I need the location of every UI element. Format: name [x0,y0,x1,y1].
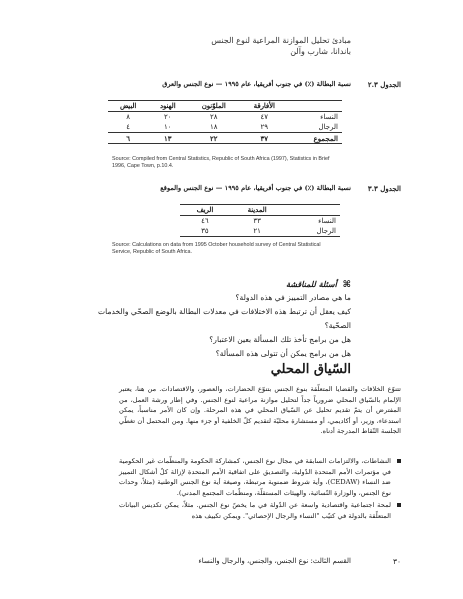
bullet-list [119,456,401,524]
table2-caption: نسبة البطالة (٪) في جنوب أفريقيا، عام ١٩٩٥ — نوع الجنس والموقع [160,184,351,192]
table-cell: ٢٨ [209,113,218,121]
page-number: ٣٠ [392,557,401,566]
list-item-text: النشاطات، والالتزامات السابقة في مجال نوع الجنس، كمشاركة الحكومة والمنظّمات غير الحكومية في مؤتمرات الأمم المتحدة الدّولية، والتصديق على اتفاقية الأمم المتحدة لإزالة كلّ أشكال التمييز ضد النساء (CEDAW)، وأية شروط ضمنوية مرتبطة، وصيغة أية نوع الجنس الوطنية (مثلاً، وحدات نوع الجنس، والوزارة النّسائية، والهيئات المستقلّة، ومنظّمات المجتمع المدني). [119,457,391,497]
list-item-text: لمحة اجتماعية واقتصادية واسعة عن الدّولة في ما يخصّ نوع الجنس. مثلاً، يمكن تكديس البيانات المتعلّقة بالدولة في كتيّب "النساء والرجال الإحصائي". ويمكن تكييف هذه [119,501,391,520]
body-paragraph: تتنوّع الخلافات والقضايا المتعلّقة بنوع الجنس بتنوّع الحضارات، والعصور، والاقتصادات. من هنا، يعتبر الإلمام بالسّياق المحلي ضرورياً جداً لتحليل موازنة مراعية لنوع الجنس. وفي إطار ورشة العمل، من المفترض أن يتمّ تقديم تحليل عن السّياق المحلي في هذه المرحلة. وإن كان الأمر مناسباً، يمكن استدعاء، وزير، أو أكاديمي، أو مستشارة محليّة لتقديم كلّ الخلفية أو جزء منها. ومن المحتمل أن تغطّي الجلسة النّقاط المدرجة أدناه. [119,385,401,436]
table-row [180,216,340,227]
table1-header-cell: الهنود [148,101,187,112]
table-cell: ٢٢ [187,133,240,144]
table-cell: ٢٠ [164,113,172,121]
row-label: الرجال [318,123,338,131]
row-label: النساء [318,217,336,225]
square-bullet-icon [397,459,401,463]
table2-header-cell [284,205,340,216]
row-label: النساء [320,113,338,121]
table-cell: ٣٧ [240,133,288,144]
table1 [108,100,342,144]
table1-header-row [108,101,342,112]
table-row [108,112,342,123]
table2-source: Source: Calculations on data from 1995 October household survey of Central Statistical Service, Republic of South Africa. [112,242,321,255]
table-cell: ٤ [126,123,131,131]
table1-number: الجدول ٢.٣ [367,80,401,89]
table-cell: ٤٦ [201,217,209,225]
section-title: السّياق المحلي [270,362,351,377]
table-cell: ٣٥ [180,226,230,237]
table1-source: Source: Compiled from Central Statistics, Republic of South Africa (1997), Statistics in Brief 1996, Cape Town, p.10.4. [112,156,330,169]
table2 [180,204,340,237]
discussion-question: ما هي مصادر التمييز في هذه الدولة؟ [235,293,351,302]
table-cell: ٢٩ [260,123,269,131]
table1-header-cell: الملوّنون [187,101,240,112]
table-cell: ٢١ [230,226,285,237]
table-cell: ٤٧ [260,113,269,121]
table-cell: ١٠ [164,123,172,131]
discussion-box [71,278,351,361]
list-item [119,456,401,498]
row-label: المجموع [288,133,342,144]
discussion-title: أسئلة للمناقشة [285,279,337,289]
table2-header-cell: المدينة [230,205,285,216]
running-head-authors: باندانا، شارب وآلن [290,46,351,56]
table-cell: ١٨ [209,123,218,131]
table1-header-cell: البيض [108,101,148,112]
table2-number: الجدول ٣.٣ [367,184,401,193]
discussion-heading [71,278,351,291]
running-head [111,36,351,57]
table1-header-cell: الأفارقة [240,101,288,112]
table-row [108,122,342,133]
table-cell: ٣٣ [253,217,261,225]
discussion-question: هل من برامج يمكن أن تتولى هذه المسألة؟ [215,349,351,358]
table-cell: ٨ [126,113,131,121]
table-row [180,226,340,237]
table-cell: ٦ [108,133,148,144]
command-icon: ⌘ [342,280,351,290]
discussion-question: هل من برامج تأخذ تلك المسألة بعين الاعتبار؟ [209,335,351,344]
table2-header-cell: الريف [180,205,230,216]
list-item [119,500,401,521]
footer-text: القسم الثالث: نوع الجنس، والجنس، والرجال والنساء [198,557,351,565]
table1-total-row [108,133,342,144]
discussion-question: كيف يعقل أن ترتبط هذه الاختلافات في معدلات البطالة بالوضع الصحّي والخدمات الصحّية؟ [97,307,351,330]
table-cell: ١٣ [148,133,187,144]
table1-caption: نسبة البطالة (٪) في جنوب أفريقيا، عام ١٩٩٥ — نوع الجنس والعرق [162,80,351,88]
running-head-title: مبادئ تحليل الموازنة المراعية لنوع الجنس [211,36,351,45]
table1-header-cell [288,101,342,112]
square-bullet-icon [397,503,401,507]
row-label: الرجال [284,226,340,237]
table2-header-row [180,205,340,216]
